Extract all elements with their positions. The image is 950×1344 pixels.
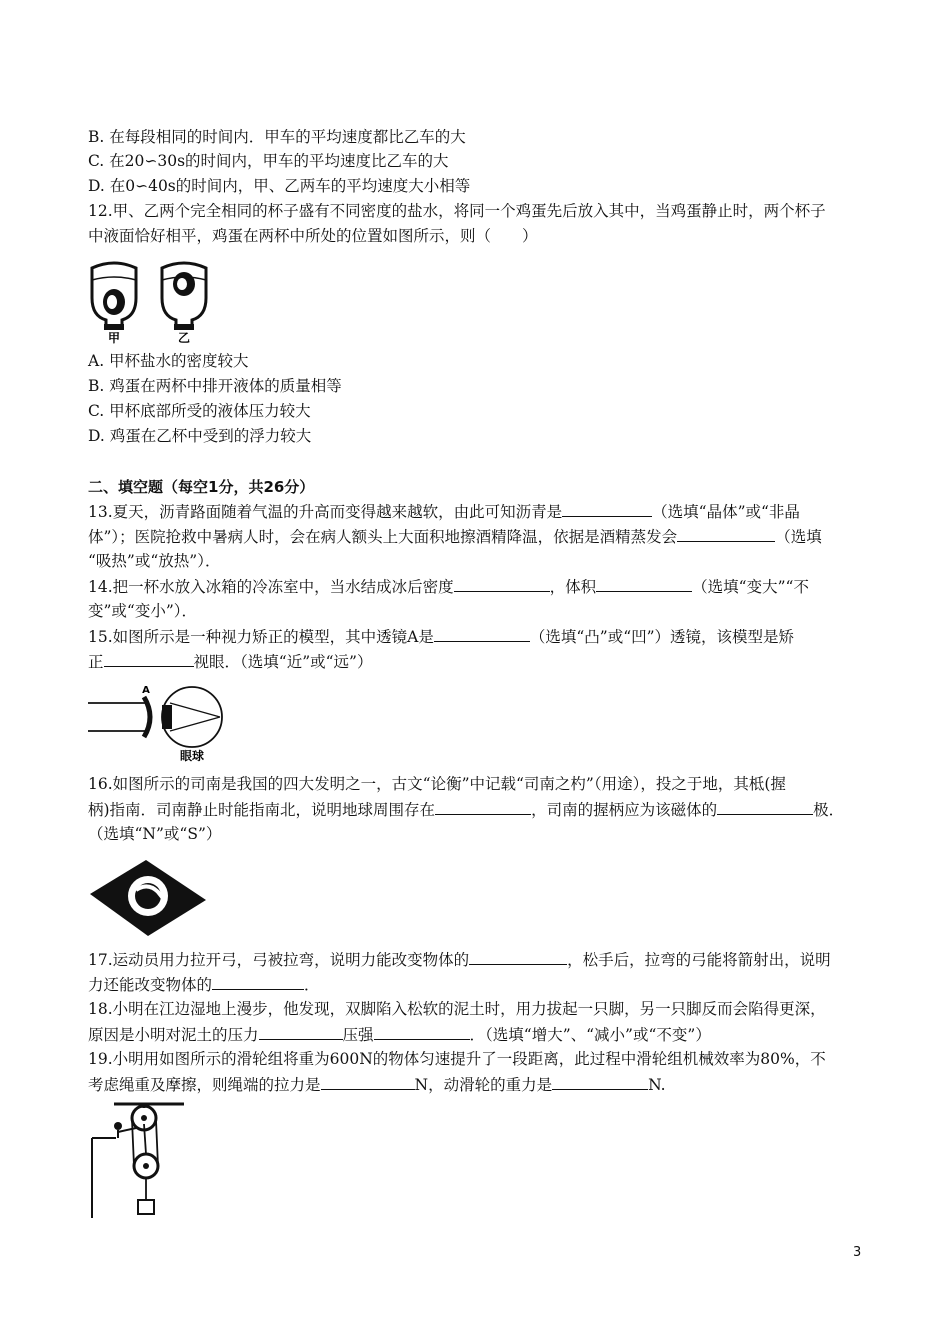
- page-number: 3: [853, 1245, 862, 1260]
- q12-option-b: B. 鸡蛋在两杯中排开液体的质量相等: [88, 377, 342, 395]
- person-head: [114, 1122, 122, 1130]
- q17-blank-1[interactable]: [469, 948, 567, 965]
- q14-blank-1[interactable]: [454, 575, 550, 592]
- q13-blank-1[interactable]: [562, 500, 652, 517]
- q11-option-d: D. 在0∽40s的时间内，甲、乙两车的平均速度大小相等: [88, 177, 471, 195]
- cup-jia: [92, 263, 136, 330]
- egg-in-cups-figure: [86, 258, 216, 344]
- q13-line3: “吸热”或“放热”）．: [88, 552, 221, 570]
- q16-blank-2[interactable]: [717, 798, 813, 815]
- lens-a: [144, 697, 150, 737]
- q16-line1: 16.如图所示的司南是我国的四大发明之一，古文“论衡”中记载“司南之杓”（用途），投之于地，其柢(握: [88, 775, 786, 793]
- q13-blank-2[interactable]: [677, 525, 775, 542]
- q14-line2: 变”或“变小”）．: [88, 602, 198, 620]
- q18-line2: 原因是小明对泥土的压力 压强 ．（选填“增大”、“减小”或“不变”）: [88, 1023, 711, 1046]
- q11-option-b: B. 在每段相同的时间内．甲车的平均速度都比乙车的大: [88, 128, 466, 146]
- q14-blank-2[interactable]: [596, 575, 692, 592]
- label-eyeball: 眼球: [179, 749, 205, 763]
- vision-correction-figure: [86, 683, 232, 763]
- q11-option-c: C. 在20∽30s的时间内，甲车的平均速度比乙车的大: [88, 152, 449, 170]
- q15-blank-2[interactable]: [104, 650, 194, 667]
- cup-yi: [162, 263, 206, 330]
- q18-line1: 18.小明在江边湿地上漫步，他发现，双脚陷入松软的泥土时，用力拔起一只脚，另一只脚反而会陷得更深，: [88, 1000, 826, 1018]
- q15-blank-1[interactable]: [434, 625, 530, 642]
- q15-line1: 15.如图所示是一种视力矫正的模型，其中透镜A是 （选填“凸”或“凹”）透镜，该模型是矫: [88, 625, 794, 648]
- sinan-compass-figure: [86, 856, 210, 940]
- label-lens-a: A: [142, 685, 150, 696]
- q16-line2: 柄)指南．司南静止时能指南北，说明地球周围存在 ，司南的握柄应为该磁体的 极．: [88, 798, 844, 821]
- label-yi: 乙: [177, 331, 191, 344]
- load-block: [138, 1200, 154, 1214]
- q12-stem-line2: 中液面恰好相平，鸡蛋在两杯中所处的位置如图所示，则（ ）: [88, 227, 538, 245]
- pulley-system-figure: [88, 1100, 184, 1224]
- label-jia: 甲: [107, 331, 121, 344]
- q12-option-c: C. 甲杯底部所受的液体压力较大: [88, 402, 311, 420]
- q12-option-a: A. 甲杯盐水的密度较大: [88, 352, 249, 370]
- q12-option-d: D. 鸡蛋在乙杯中受到的浮力较大: [88, 427, 312, 445]
- q18-blank-1[interactable]: [259, 1023, 343, 1040]
- q13-line1: 13.夏天，沥青路面随着气温的升高而变得越来越软，由此可知沥青是 （选填“晶体”或“非晶: [88, 500, 800, 523]
- q16-line3: （选填“N”或“S”）: [88, 825, 222, 843]
- q19-line1: 19.小明用如图所示的滑轮组将重为600N的物体匀速提升了一段距离，此过程中滑轮组机械效率为80%，不: [88, 1050, 826, 1068]
- q15-line2: 正 视眼．（选填“近”或“远”）: [88, 650, 372, 673]
- q19-blank-1[interactable]: [321, 1073, 415, 1090]
- q12-stem-line1: 12.甲、乙两个完全相同的杯子盛有不同密度的盐水，将同一个鸡蛋先后放入其中，当鸡蛋静止时，两个杯子: [88, 202, 826, 220]
- q17-line1: 17.运动员用力拉开弓，弓被拉弯，说明力能改变物体的 ，松手后，拉弯的弓能将箭射出，说明: [88, 948, 831, 971]
- q14-line1: 14.把一杯水放入冰箱的冷冻室中，当水结成冰后密度 ，体积 （选填“变大”“不: [88, 575, 809, 598]
- q13-line2: 体”）；医院抢救中暑病人时，会在病人额头上大面积地擦酒精降温，依据是酒精蒸发会 （选填: [88, 525, 822, 548]
- q17-blank-2[interactable]: [212, 973, 304, 990]
- q19-line2: 考虑绳重及摩擦，则绳端的拉力是 N，动滑轮的重力是 N.: [88, 1073, 666, 1096]
- q18-blank-2[interactable]: [374, 1023, 470, 1040]
- q19-blank-2[interactable]: [552, 1073, 648, 1090]
- q16-blank-1[interactable]: [435, 798, 531, 815]
- section-title: 二、填空题（每空1分，共26分）: [88, 478, 315, 496]
- q17-line2: 力还能改变物体的 ．: [88, 973, 320, 996]
